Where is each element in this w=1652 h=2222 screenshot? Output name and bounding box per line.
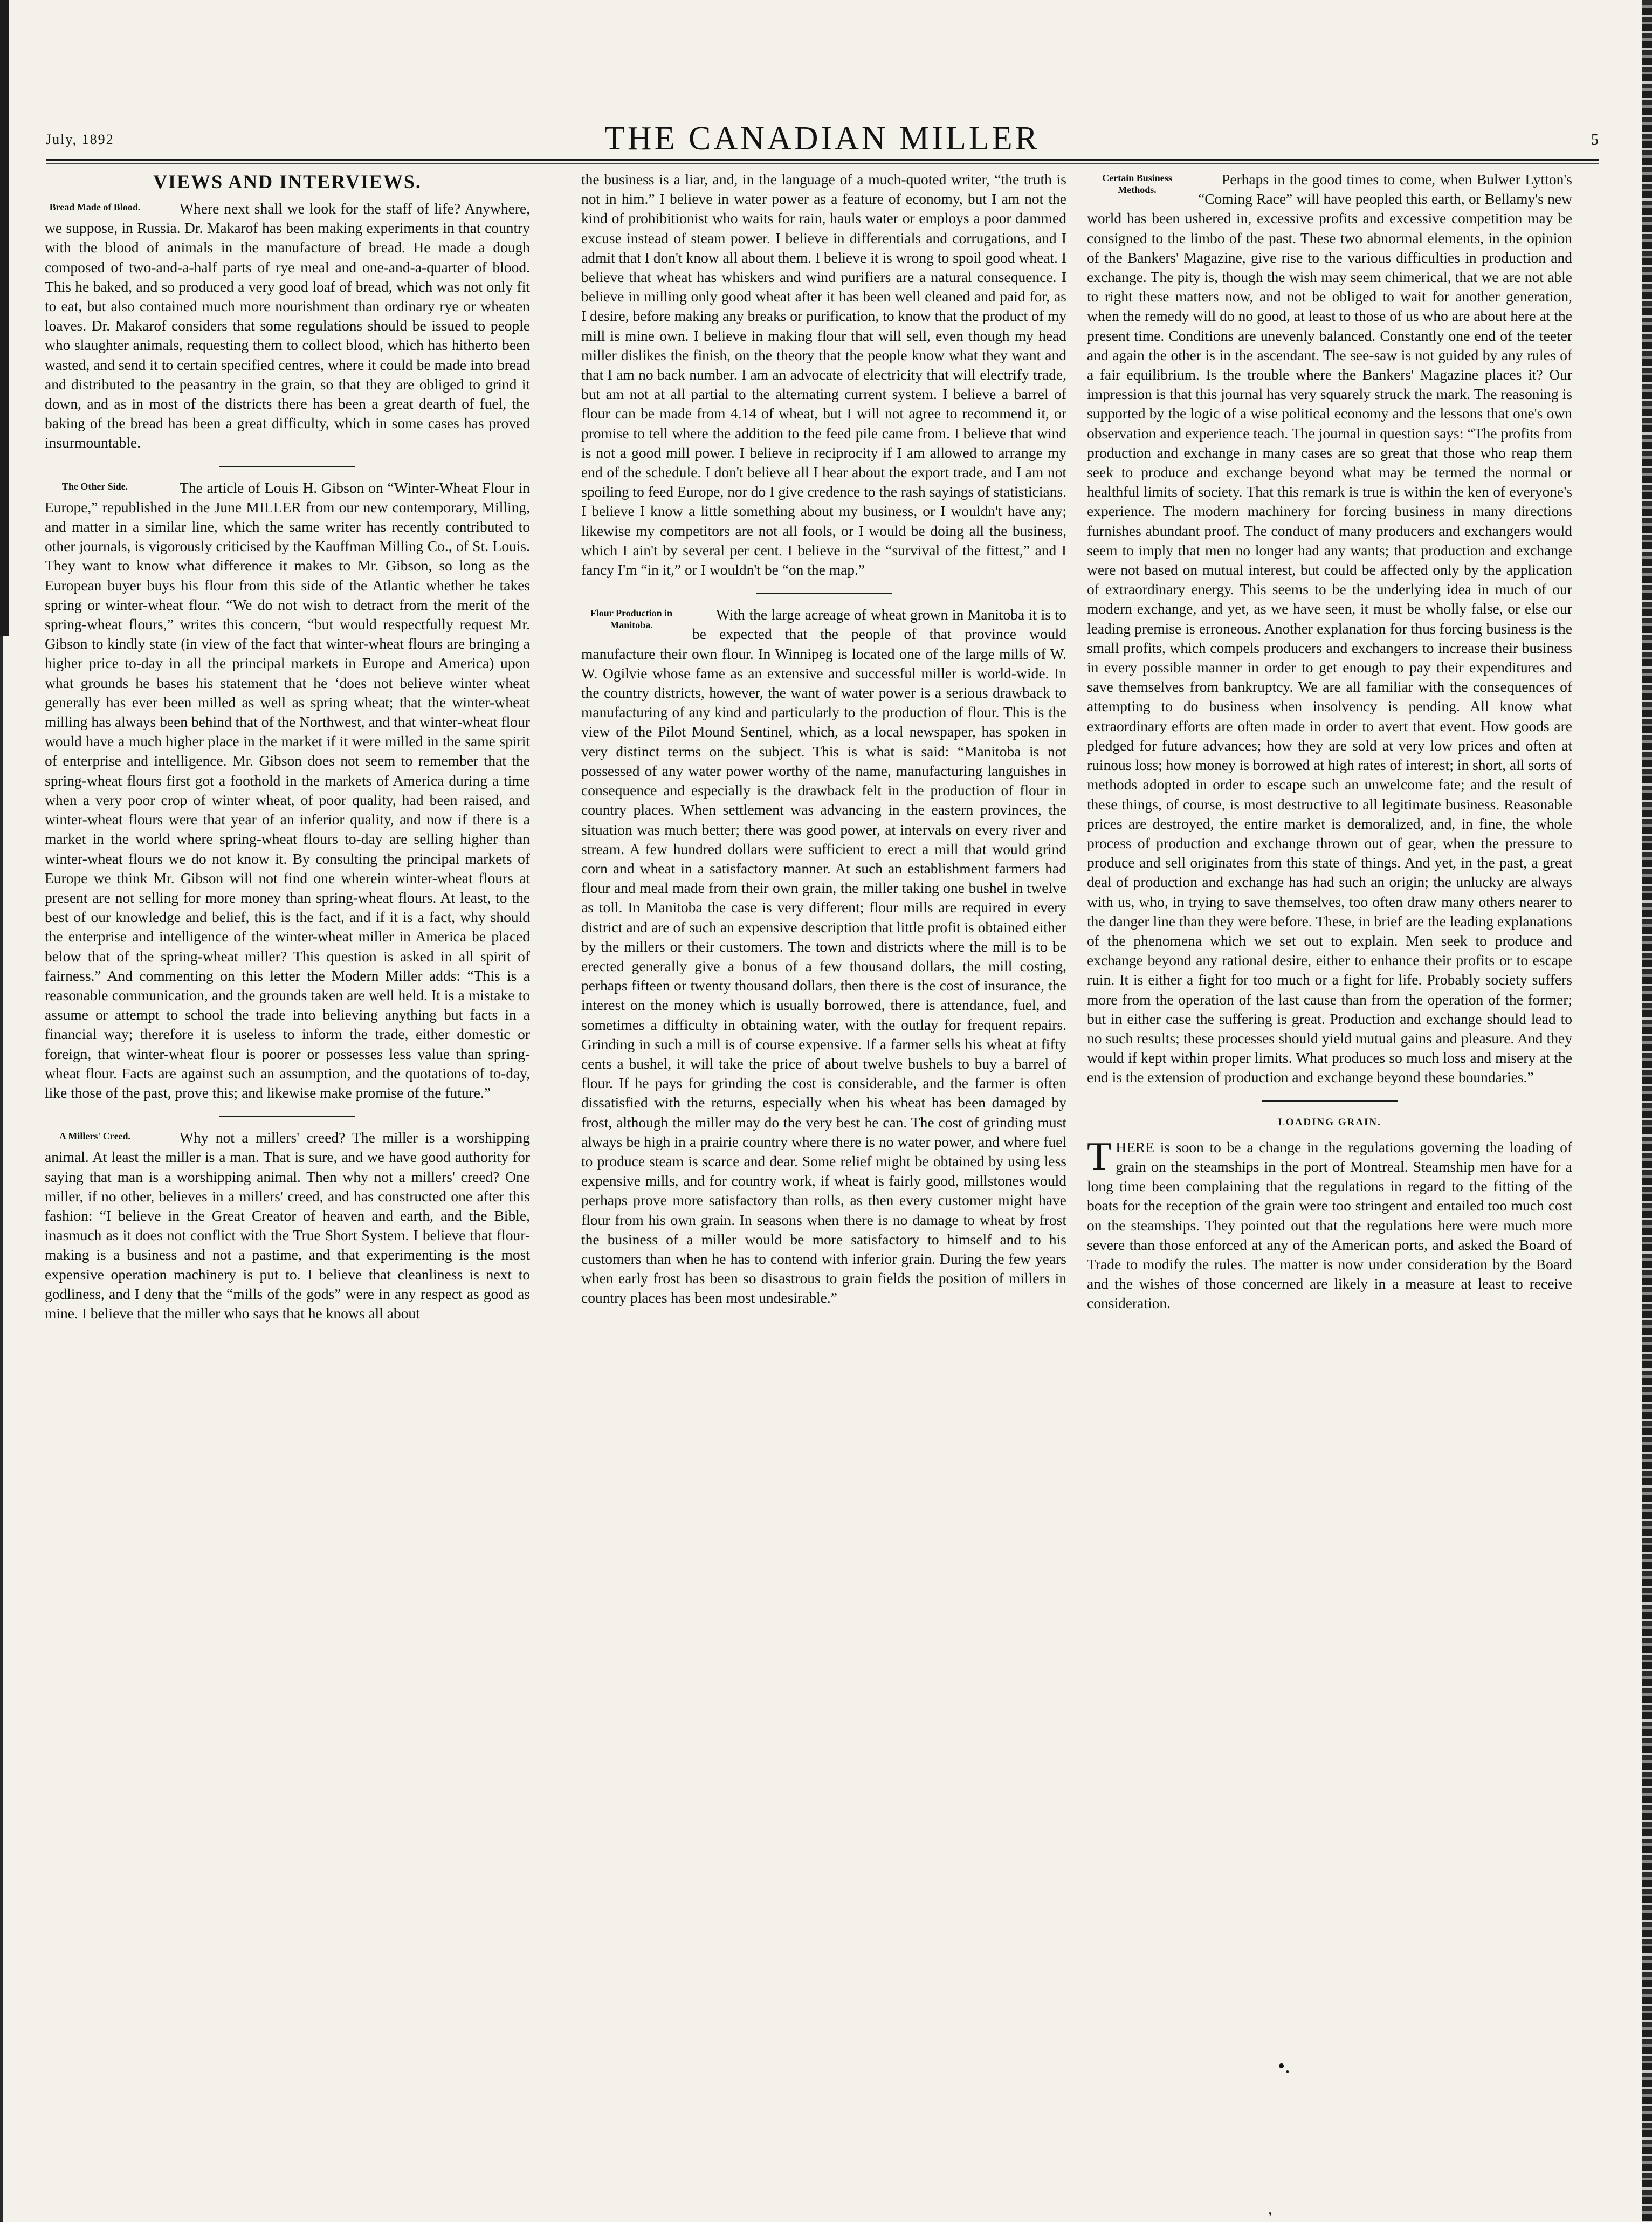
article-text: Why not a millers' creed? The miller is a worshipping animal. At least the miller is a man. That is sure, and we have good authority for saying that man is a worshipping animal. Then why not a millers' creed? One miller, if no other, believes in a millers' creed, and has constructed one after this fashion: “I believe in the Great Creator of heaven and earth, and the Bible, inasmuch as it does not conflict with the True Short System. I believe that flour-making is a business and not a pastime, and that experimenting is the most expensive operation machinery is put to. I believe that cleanliness is next to godliness, and I deny that the “mills of the gods” were in any respect as good as mine. I believe that the miller who says that he knows all about xyxy=(45,1129,530,1322)
article-text: The article of Louis H. Gibson on “Winter-Wheat Flour in Europe,” republished in the June MILLER from our new contemporary, Milling, and matter in a similar line, which the same writer has recently contributed to other journals, is vigorously criticised by the Kauffman Milling Co., of St. Louis. They want to know what difference it makes to Mr. Gibson, so long as the European buyer buys his flour from this side of the Atlantic whether he takes spring or winter-wheat flour. “We do not wish to detract from the merit of the spring-wheat flours,” writes this concern, “but would respectfully request Mr. Gibson to kindly state (in view of the fact that winter-wheat flours are bringing a higher price to-day in all the principal markets in Europe and America) upon what grounds he bases his statement that he ‘does not believe winter wheat generally has ever been milled as well as spring wheat; that the winter-wheat milling has always been behind that of the Northwest, and that winter-wheat flour would have a much higher place in the market if it were milled in the same spirit of enterprise and intelligence. Mr. Gibson does not seem to remember that the spring-wheat flours first got a foothold in the markets of America during a time when a very poor crop of winter wheat, of poor quality, had been raised, and winter-wheat flours were that year of an inferior quality, and now if there is a market in the world where spring-wheat flours to-day are selling higher than winter-wheat flours we do not know it. By consulting the principal markets of Europe we think Mr. Gibson will not find one wherein winter-wheat flours at present are not selling for more money than spring-wheat flours. At least, to the best of our knowledge and belief, this is the fact, and if it is a fact, why should the enterprise and intelligence of the winter-wheat miller in America be placed below that of the spring-wheat miller? This question is asked in all spirit of fairness.” And commenting on this letter the Modern Miller adds: “This is a reasonable communication, and the grounds taken are well held. It is a mistake to assume or attempt to school the trade into believing anything but facts in a financial way; therefore it is useless to inform the trade, either domestic or foreign, that winter-wheat flour is poorer or possesses less value than spring-wheat flour. Facts are against such an assumption, and the quotations of to-day, like those of the past, prove this; and likewise make promise of the future.” xyxy=(45,479,530,1101)
article-text: Perhaps in the good times to come, when Bulwer Lytton's “Coming Race” will have peopled this earth, or Bellamy's new world has been ushered in, excessive profits and excessive competition may be consigned to the limbo of the past. These two abnormal elements, in the opinion of the Bankers' Magazine, give rise to the various difficulties in production and exchange. The pity is, though the wish may seem chimerical, that we are not able to right these matters now, and not be obliged to wait for another generation, when the remedy will do no good, at least to those of us who are about here at the present time. Conditions are unevenly balanced. Constantly one end of the teeter and again the other is in the ascendant. The see-saw is not guided by any rules of a fair equilibrium. Is the trouble where the Bankers' Magazine places it? Our impression is that this journal has very squarely struck the mark. The reasoning is supported by the logic of a wise political economy and the lessons that one's own observation and experience teach. The journal in question says: “The profits from production and exchange in many cases are so great that those who reap them seek to produce and exchange beyond what may be termed the normal or healthful limits of society. That this remark is true is within the ken of everyone's experience. The modern machinery for forcing business in many directions furnishes abundant proof. The conduct of many producers and exchangers would seem to imply that men no longer had any wants; that production and exchange were not based on mutual interest, but could be affected only by the application of extraordinary energy. This seems to be the underlying idea in much of our modern exchange, and yet, as we have seen, it must be wholly false, or else our leading premise is erroneous. Another explanation for thus forcing business is the small profits, which compels producers and exchangers to increase their business in every possible manner in order to get enough to pay their expenditures and save themselves from bankruptcy. We are all familiar with the consequences of attempting to do business when insolvency is pending. All know what extraordinary efforts are often made in order to avert that event. How goods are pledged for future advances; how they are sold at very low prices and often at ruinous loss; how money is borrowed at high rates of interest; in short, all sorts of methods adopted in order to escape such an unwelcome fate; and the result of these things, of course, is most destructive to all legitimate business. Reasonable prices are destroyed, the entire market is demoralized, and, in fine, the whole process of production and exchange thrown out of gear, when the pressure to produce and sell originates from this state of things. And yet, in the past, a great deal of production and exchange has had such an origin; the unlucky are always with us, who, in trying to save themselves, too often draw many others nearer to the danger line than they were before. These, in brief are the leading explanations of the phenomena which we set out to explain. Men seek to produce and exchange beyond any rational desire, either to enhance their profits or to escape ruin. It is either a fight for too much or a fight for life. Probably society suffers more from the operation of the last cause than from the operation of the former; but in either case the suffering is great. Production and exchange should lead to no such results; these processes should yield mutual gains and pleasure. And they would if kept within proper limits. What produces so much loss and misery at the end is the extension of production and exchange beyond these boundaries.” xyxy=(1087,171,1572,1086)
divider xyxy=(219,466,355,467)
loading-grain-title: LOADING GRAIN. xyxy=(1278,1116,1381,1128)
article-creed xyxy=(45,1128,530,1323)
article-text: With the large acreage of wheat grown in Manitoba it is to be expected that the people of that province would manufacture their own flour. In Winnipeg is located one of the large mills of W. W. Ogilvie whose fame as an extensive and successful miller is world-wide. In the country districts, however, the want of water power is a serious drawback to manufacturing of any kind and particularly to the production of flour. This is the view of the Pilot Mound Sentinel, which, as a local newspaper, has spoken in very distinct terms on the subject. This is what is said: “Manitoba is not possessed of any water power worthy of the name, manufacturing languishes in consequence and especially is the drawback felt in the production of flour in country places. When settlement was advancing in the eastern provinces, the situation was much better; there was good power, at intervals on every river and stream. A few hundred dollars were sufficient to erect a mill that would grind corn and wheat in a satisfactory manner. At such an establishment farmers had flour and meal made from their own grain, the miller taking one bushel in twelve as toll. In Manitoba the case is very different; flour mills are required in every district and are of such an expensive description that little profit is obtained either by the millers or their customers. The town and districts where the mill is to be erected generally give a bonus of a few thousand dollars, the mill costing, perhaps fifteen or twenty thousand dollars, then there is the cost of insurance, the interest on the money which is usually borrowed, there is attendance, fuel, and sometimes a difficulty in obtaining water, with the outlay for frequent repairs. Grinding in such a mill is of course expensive. If a farmer sells his wheat at fifty cents a bushel, it will take the price of about twelve bushels to buy a barrel of flour. If he pays for grinding the cost is considerable, and the farmer is often dissatisfied with the returns, especially when his wheat has been damaged by frost, although the miller may do the very best he can. The cost of grinding must always be high in a prairie country where there is no water power, and where fuel to produce steam is scarce and dear. Some relief might be obtained by using less expensive mills, and for country work, if wheat is fairly good, millstones would perhaps prove more satisfactory than rolls, as then every customer might have flour from his own grain. In seasons when there is no damage to wheat by frost the business of a miller would be more satisfactory to himself and to his customers than when he has to contend with inferior grain. During the few years when early frost has been so disastrous to grain fields the position of millers in country places has been most undesirable.” xyxy=(581,606,1066,1306)
divider xyxy=(756,593,892,594)
print-mark-lower: , xyxy=(1268,2200,1272,2218)
page-header xyxy=(46,122,1599,155)
header-rule-thin xyxy=(46,163,1599,164)
sidenote-bread: Bread Made of Blood. xyxy=(49,202,141,212)
article-text: Where next shall we look for the staff of life? Anywhere, we suppose, in Russia. Dr. Makarof has been making experiments in that country with the blood of animals in the manufacture of bread. He made a dough composed of two-and-a-half parts of rye meal and one-and-a-quarter of blood. This he baked, and so produced a very good loaf of bread, which was not only fit to eat, but also contained much more nourishment than ordinary rye or wheaten loaves. Dr. Makarof considers that some regulations should be issued to people who slaughter animals, requesting them to collect blood, which has hitherto been wasted, and send it to certain specified centres, where it could be made into bread and distributed to the peasantry in the grain, so that they are obliged to grind it down, and as in most of the districts there has been a great dearth of fuel, the baking of the bread has been a great difficulty, which in some cases has proved insurmountable. xyxy=(45,200,530,451)
article-text-continued: the business is a liar, and, in the language of a much-quoted writer, “the truth is not in him.” I believe in water power as a feature of economy, but I am not the kind of prohibitionist who waits for rain, hauls water or employs a poor dammed excuse instead of steam power. I believe in differentials and corrugations, and I admit that I don't know all about them. I believe it is wrong to spoil good wheat. I believe that wheat has whiskers and wind purifiers are a natural consequence. I believe in milling only good wheat after it has been well cleaned and paid for, as I desire, before making any breaks or purification, to know that the product of my mill is mine own. I believe in making flour that will sell, even though my head miller dislikes the finish, on the theory that the people know what they want and that I am no back number. I am an advocate of electricity that will electrify trade, but am not at all partial to the alternating current system. I believe a barrel of flour can be made from 4.14 of wheat, but I will not agree to recommend it, or promise to tell where the addition to the feed pile came from. I believe that wind is not a good mill power. I believe in reciprocity if I am allowed to arrange my end of the schedule. I don't believe all I hear about the export trade, and I am not spoiling to feed Europe, nor do I give credence to the rash sayings of statisticians. I believe I know a little something about my business, or I wouldn't have any; likewise my competitors are not all fools, or I would be doing all the business, which I ain't by several per cent. I believe in the “survival of the fittest,” and I fancy I'm “in it,” or I wouldn't be “on the map.” xyxy=(581,171,1066,579)
issue-date: July, 1892 xyxy=(46,132,114,147)
sidenote-manitoba: Flour Production in Manitoba. xyxy=(590,608,673,631)
page-number: 5 xyxy=(1591,132,1599,148)
article-loading-grain xyxy=(1087,1134,1572,1313)
article-manitoba xyxy=(581,605,1066,1308)
drop-cap: T xyxy=(1087,1134,1112,1179)
scan-edge-right xyxy=(1642,0,1652,2222)
scan-edge-left xyxy=(0,0,9,636)
sidenote-creed: A Millers' Creed. xyxy=(59,1131,131,1142)
article-business xyxy=(1087,170,1572,1088)
article-text: HERE is soon to be a change in the regulations governing the loading of grain on the steamships in the port of Montreal. Steamship men have for a long time been complaining that the regulations in regard to the fitting of the boats for the reception of the grain were too stringent and entailed too much cost on the steamships. They pointed out that the regulations here were much more severe than those enforced at any of the American ports, and asked the Board of Trade to modify the rules. The matter is now under consideration by the Board and the wishes of those concerned are likely in a measure at least to receive consideration. xyxy=(1087,1138,1572,1312)
divider xyxy=(219,1116,355,1117)
print-mark: •. xyxy=(1278,2055,1290,2077)
article-bread xyxy=(45,199,530,453)
column-3 xyxy=(1087,170,1572,1313)
column-1 xyxy=(45,170,530,1323)
column-2 xyxy=(581,170,1066,1308)
article-other-side xyxy=(45,478,530,1103)
masthead-title: THE CANADIAN MILLER xyxy=(604,120,1040,157)
header-rule xyxy=(46,159,1599,161)
sidenote-other-side: The Other Side. xyxy=(61,480,128,492)
divider xyxy=(1262,1100,1398,1102)
sidenote-business: Certain Business Methods. xyxy=(1102,173,1172,195)
section-title: VIEWS AND INTERVIEWS. xyxy=(153,171,422,192)
scan-edge-left-lower xyxy=(0,636,3,2222)
